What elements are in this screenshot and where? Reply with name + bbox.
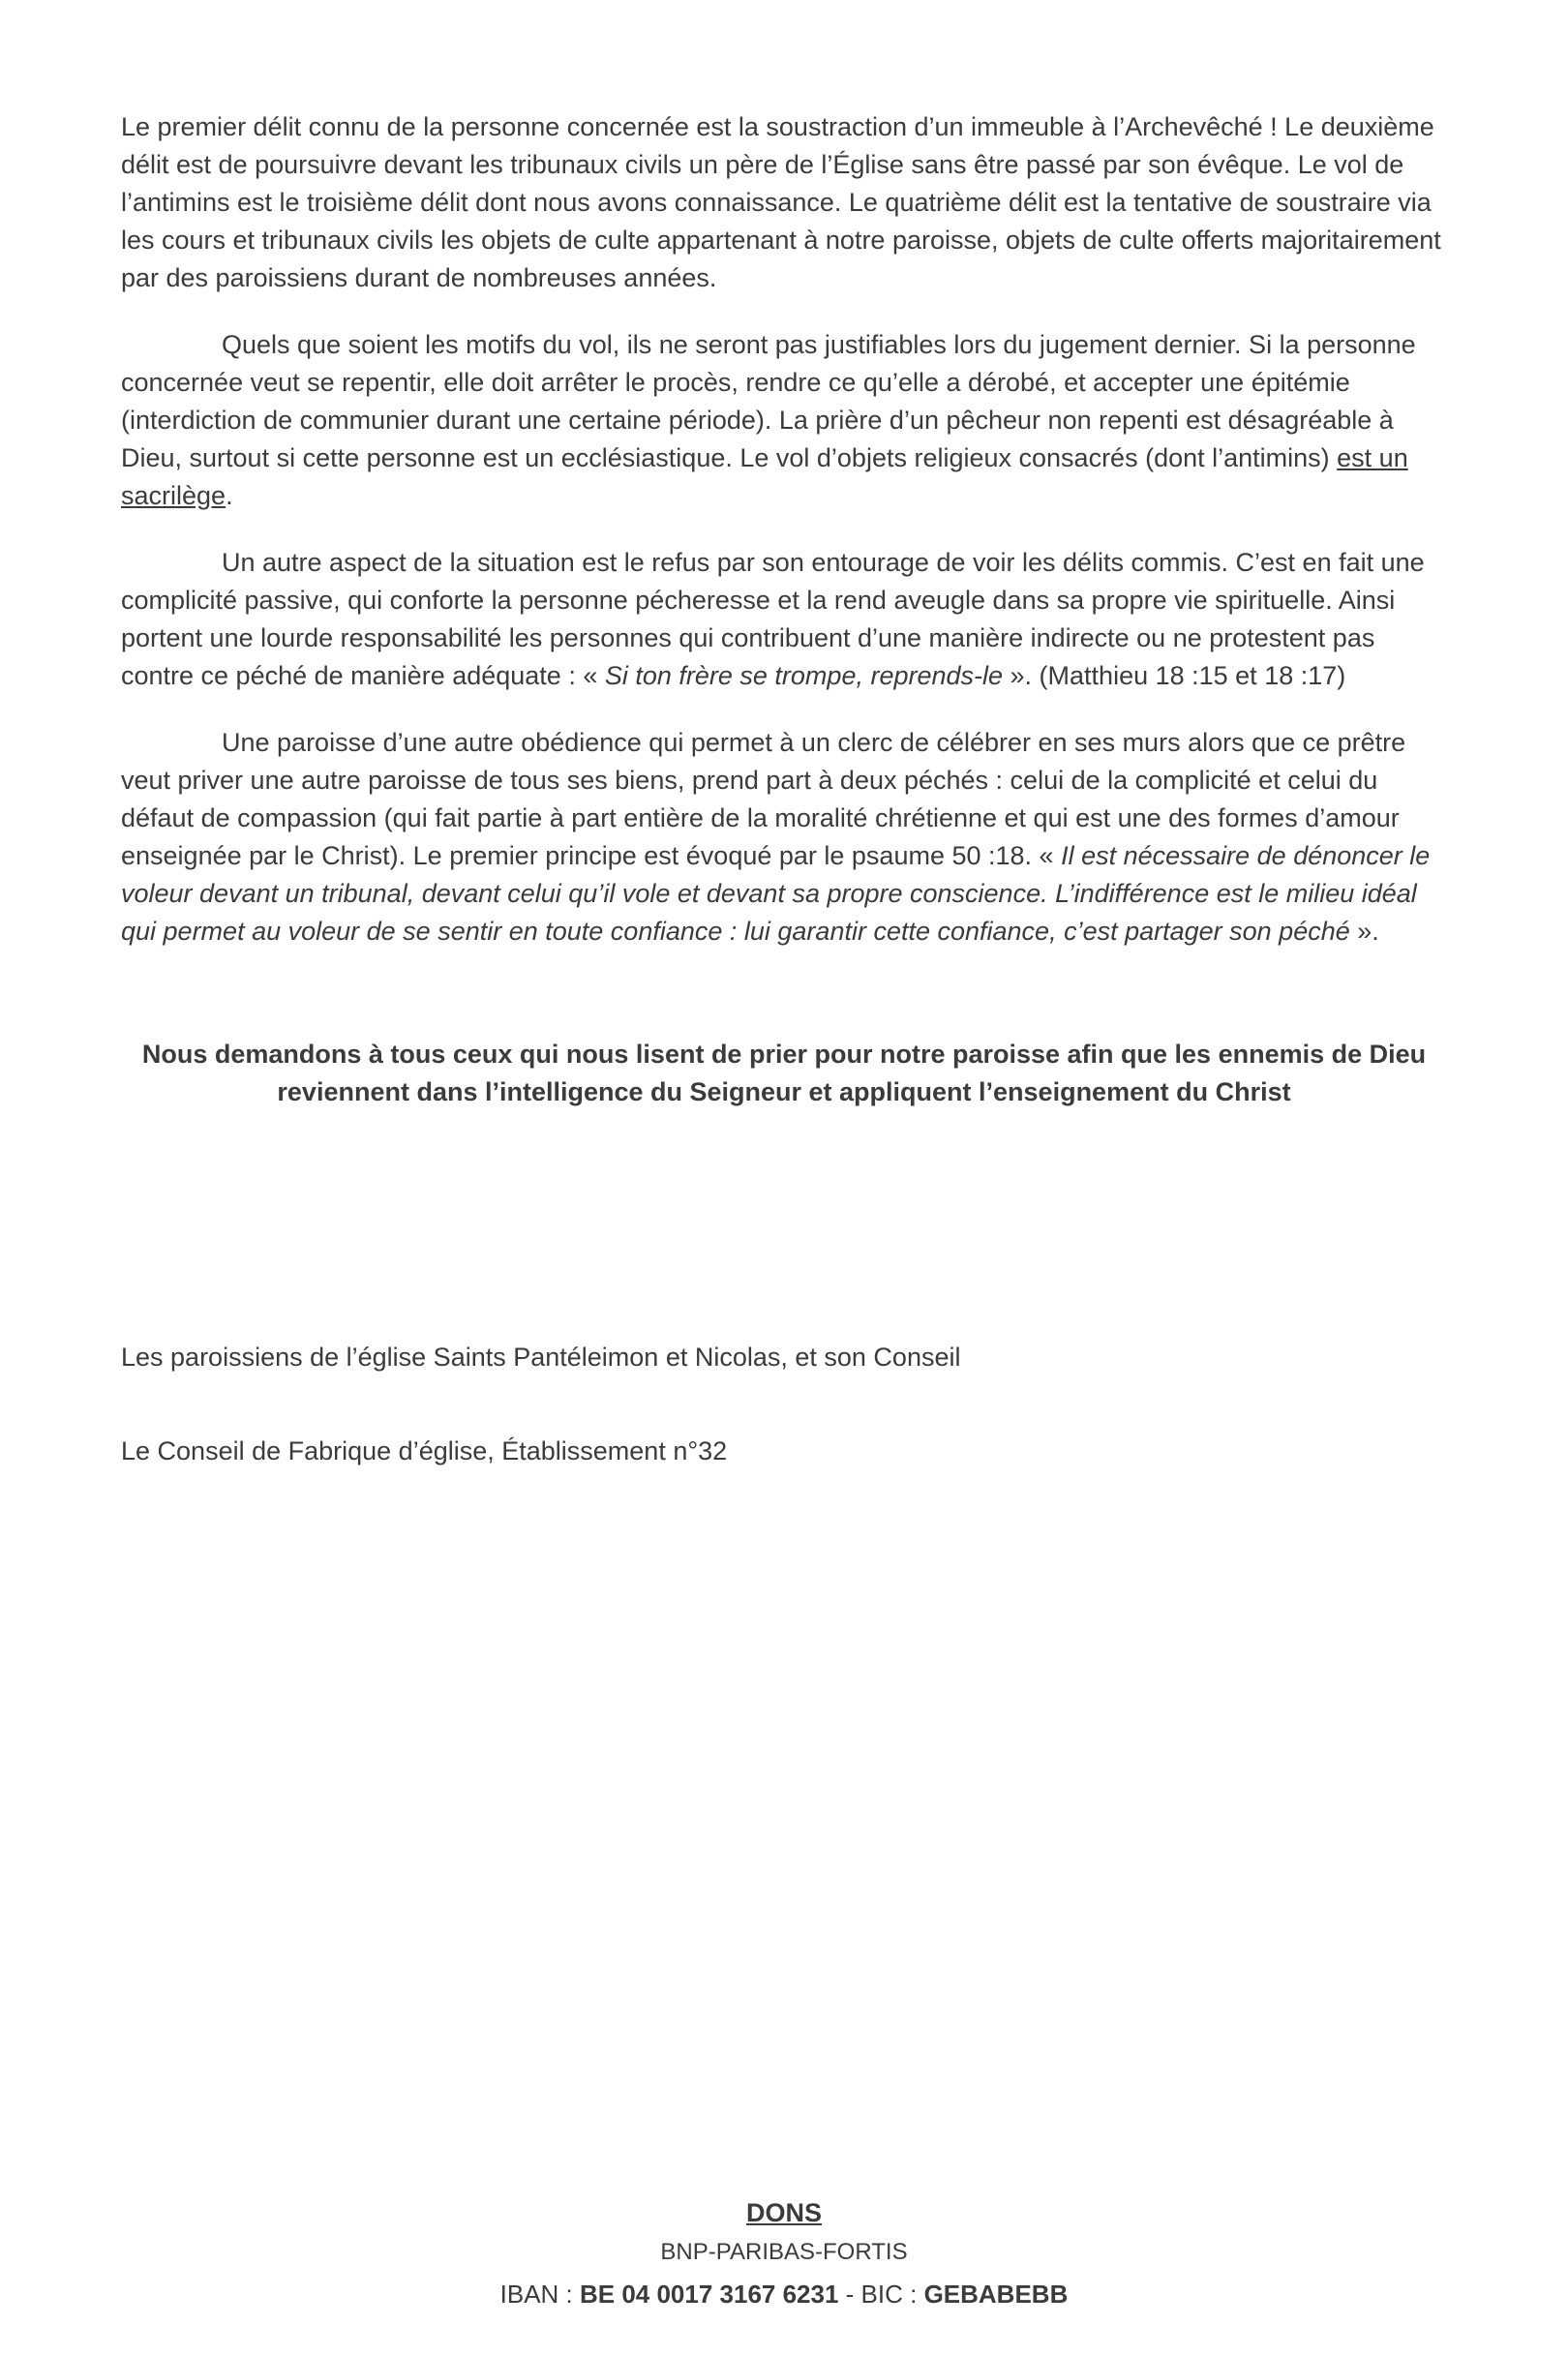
text-segment: Si ton frère se trompe, reprends-le xyxy=(604,661,1004,690)
signature-council xyxy=(121,1433,1447,1470)
text-segment: Il est nécessaire de dénoncer le voleur devant un tribunal, devant celui qu’il vole et devant sa propre conscience. L’indifférence est le milieu idéal qui permet au voleur de se sentir en toute confiance : lui garantir cette confiance, c’est partager son péché xyxy=(121,841,1431,946)
text-segment: GEBABEBB xyxy=(923,2280,1069,2309)
paragraph-entourage xyxy=(121,544,1447,695)
text-segment: Nous demandons à tous ceux qui nous lisent de prier pour notre paroisse afin que les ennemis de Dieu reviennent dans l’intelligence du Seigneur et appliquent l’enseignement du Christ xyxy=(141,1040,1427,1106)
paragraph-repentance xyxy=(121,326,1447,515)
text-segment: ». xyxy=(1357,917,1379,946)
text-segment: Le Conseil de Fabrique d’église, Établissement n°32 xyxy=(121,1436,728,1465)
text-segment: Quels que soient les motifs du vol, ils ne seront pas justifiables lors du jugement dernier. Si la personne concernée veut se repentir, elle doit arrêter le procès, rendre ce qu’elle a dérobé, et accepter une épitémie (interdiction de communier durant une certaine période). La prière d’un pêcheur non repenti est désagréable à Dieu, surtout si cette personne est un ecclésiastique. Le vol d’objets religieux consacrés (dont l’antimins) xyxy=(121,330,1416,472)
donations-title: DONS xyxy=(745,2198,822,2227)
paragraph-other-parish xyxy=(121,724,1447,951)
callout-prayer-request xyxy=(121,1036,1447,1111)
donations-footer xyxy=(121,2194,1447,2311)
text-segment: - BIC : xyxy=(838,2280,924,2309)
bank-name: BNP-PARIBAS-FORTIS xyxy=(660,2239,908,2265)
text-segment: est un sacrilège xyxy=(121,443,1408,510)
document-body xyxy=(121,108,1447,1470)
signature-parishioners xyxy=(121,1339,1447,1376)
text-segment: BE 04 0017 3167 6231 xyxy=(579,2280,839,2309)
text-segment: Un autre aspect de la situation est le refus par son entourage de voir les délits commis. C’est en fait une complicité passive, qui conforte la personne pécheresse et la rend aveugle dans sa propre vie spirituelle. Ainsi portent une lourde responsabilité les personnes qui contribuent d’une manière indirecte ou ne protestent pas contre ce péché de manière adéquate : « xyxy=(121,548,1425,690)
text-segment: ». (Matthieu 18 :15 et 18 :17) xyxy=(1003,661,1346,690)
text-segment: Une paroisse d’une autre obédience qui permet à un clerc de célébrer en ses murs alors que ce prêtre veut priver une autre paroisse de tous ses biens, prend part à deux péchés : celui de la complicité et celui du défaut de compassion (qui fait partie à part entière de la moralité chrétienne et qui est une des formes d’amour enseignée par le Christ). Le premier principe est évoqué par le psaume 50 :18. « xyxy=(121,728,1406,870)
paragraph-crimes xyxy=(121,108,1447,297)
iban-line xyxy=(121,2277,1447,2311)
text-segment: Le premier délit connu de la personne concernée est la soustraction d’un immeuble à l’Archevêché ! Le deuxième délit est de poursuivre devant les tribunaux civils un père de l’Église sans être passé par son évêque. Le vol de l’antimins est le troisième délit dont nous avons connaissance. Le quatrième délit est la tentative de soustraire via les cours et tribunaux civils les objets de culte appartenant à notre paroisse, objets de culte offerts majoritairement par des paroissiens durant de nombreuses années. xyxy=(121,112,1441,292)
text-segment: Les paroissiens de l’église Saints Pantéleimon et Nicolas, et son Conseil xyxy=(121,1343,961,1372)
text-segment: . xyxy=(226,481,233,510)
text-segment: IBAN : xyxy=(499,2280,580,2309)
